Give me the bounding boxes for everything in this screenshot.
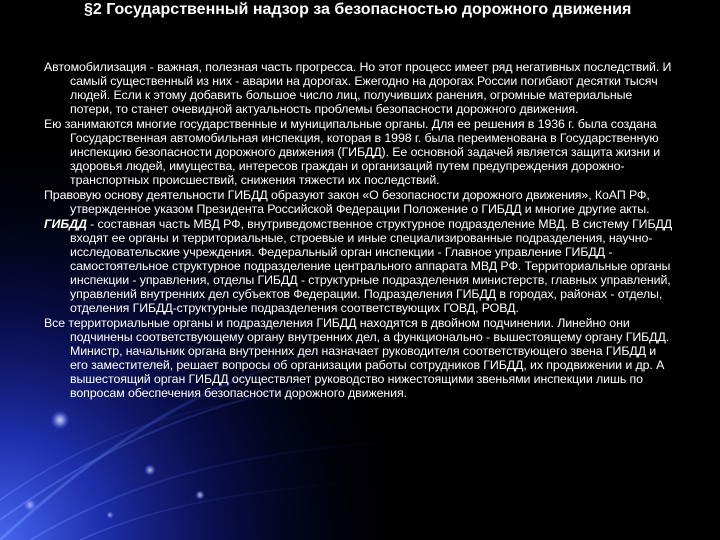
paragraph-gibdd-structure <box>44 217 676 315</box>
paragraph-gibdd-history: Ею занимаются многие государственные и муниципальные органы. Для ее решения в 1936 г. была создана Государственная автомобильная инспекция, которая в 1998 г. была переименована в Государственную инспекцию безопасности дорожного движения (ГИБДД). Ее основной задачей является защита жизни и здоровья людей, имущества, интересов граждан и организаций путем предупреждения дорожно-транспортных происшествий, снижения тяжести их последствий. <box>44 117 661 187</box>
paragraph-motorization: Автомобилизация - важная, полезная часть прогресса. Но этот процесс имеет ряд негативных последствий. И самый существенный из них - аварии на дорогах. Ежегодно на дорогах России погибают десятки тысяч людей. Если к этому добавить большое число лиц, получивших ранения, огромные материальные потери, то станет очевидной актуальность проблемы безопасности дорожного движения. <box>44 60 672 116</box>
slide-title: §2 Государственный надзор за безопасностью дорожного движения <box>84 1 632 18</box>
paragraph-double-subordination: Все территориальные органы и подразделения ГИБДД находятся в двойном подчинении. Линейно они подчинены соответствующему органу внутренних дел, а функционально - вышестоящему органу ГИБДД. Министр, начальник органа внутренних дел назначает руководителя соответствующего звена ГИБДД и его заместителей, решает вопросы об организации работы сотрудников ГИБДД, их продвижении и др. А вышестоящий орган ГИБДД осуществляет руководство нижестоящими звеньями инспекции лишь по вопросам обеспечения безопасности дорожного движения. <box>44 316 670 400</box>
paragraph-gibdd-structure-text: - составная часть МВД РФ, внутриведомственное структурное подразделение МВД. В систему ГИБДД входят ее органы и территориальные, строевые и иные специализированные подразделения, научно-исследовательские учреждения. Федеральный орган инспекции - Главное управление ГИБДД - самостоятельное структурное подразделение центрального аппарата МВД РФ. Территориальные органы инспекции - управления, отделы ГИБДД - структурные подразделения министерств, главных управлений, управлений внутренних дел субъектов Федерации. Подразделения ГИБДД в городах, районах - отделы, отделения ГИБДД-структурные подразделения соответствующих ГОВД, РОВД. <box>70 217 673 315</box>
slide-body <box>44 60 676 401</box>
term-gibdd: ГИБДД <box>44 217 87 231</box>
paragraph-legal-basis: Правовую основу деятельности ГИБДД образуют закон «О безопасности дорожного движения», КоАП РФ, утвержденное указом Президента Российской Федерации Положение о ГИБДД и многие другие акты. <box>44 188 650 216</box>
